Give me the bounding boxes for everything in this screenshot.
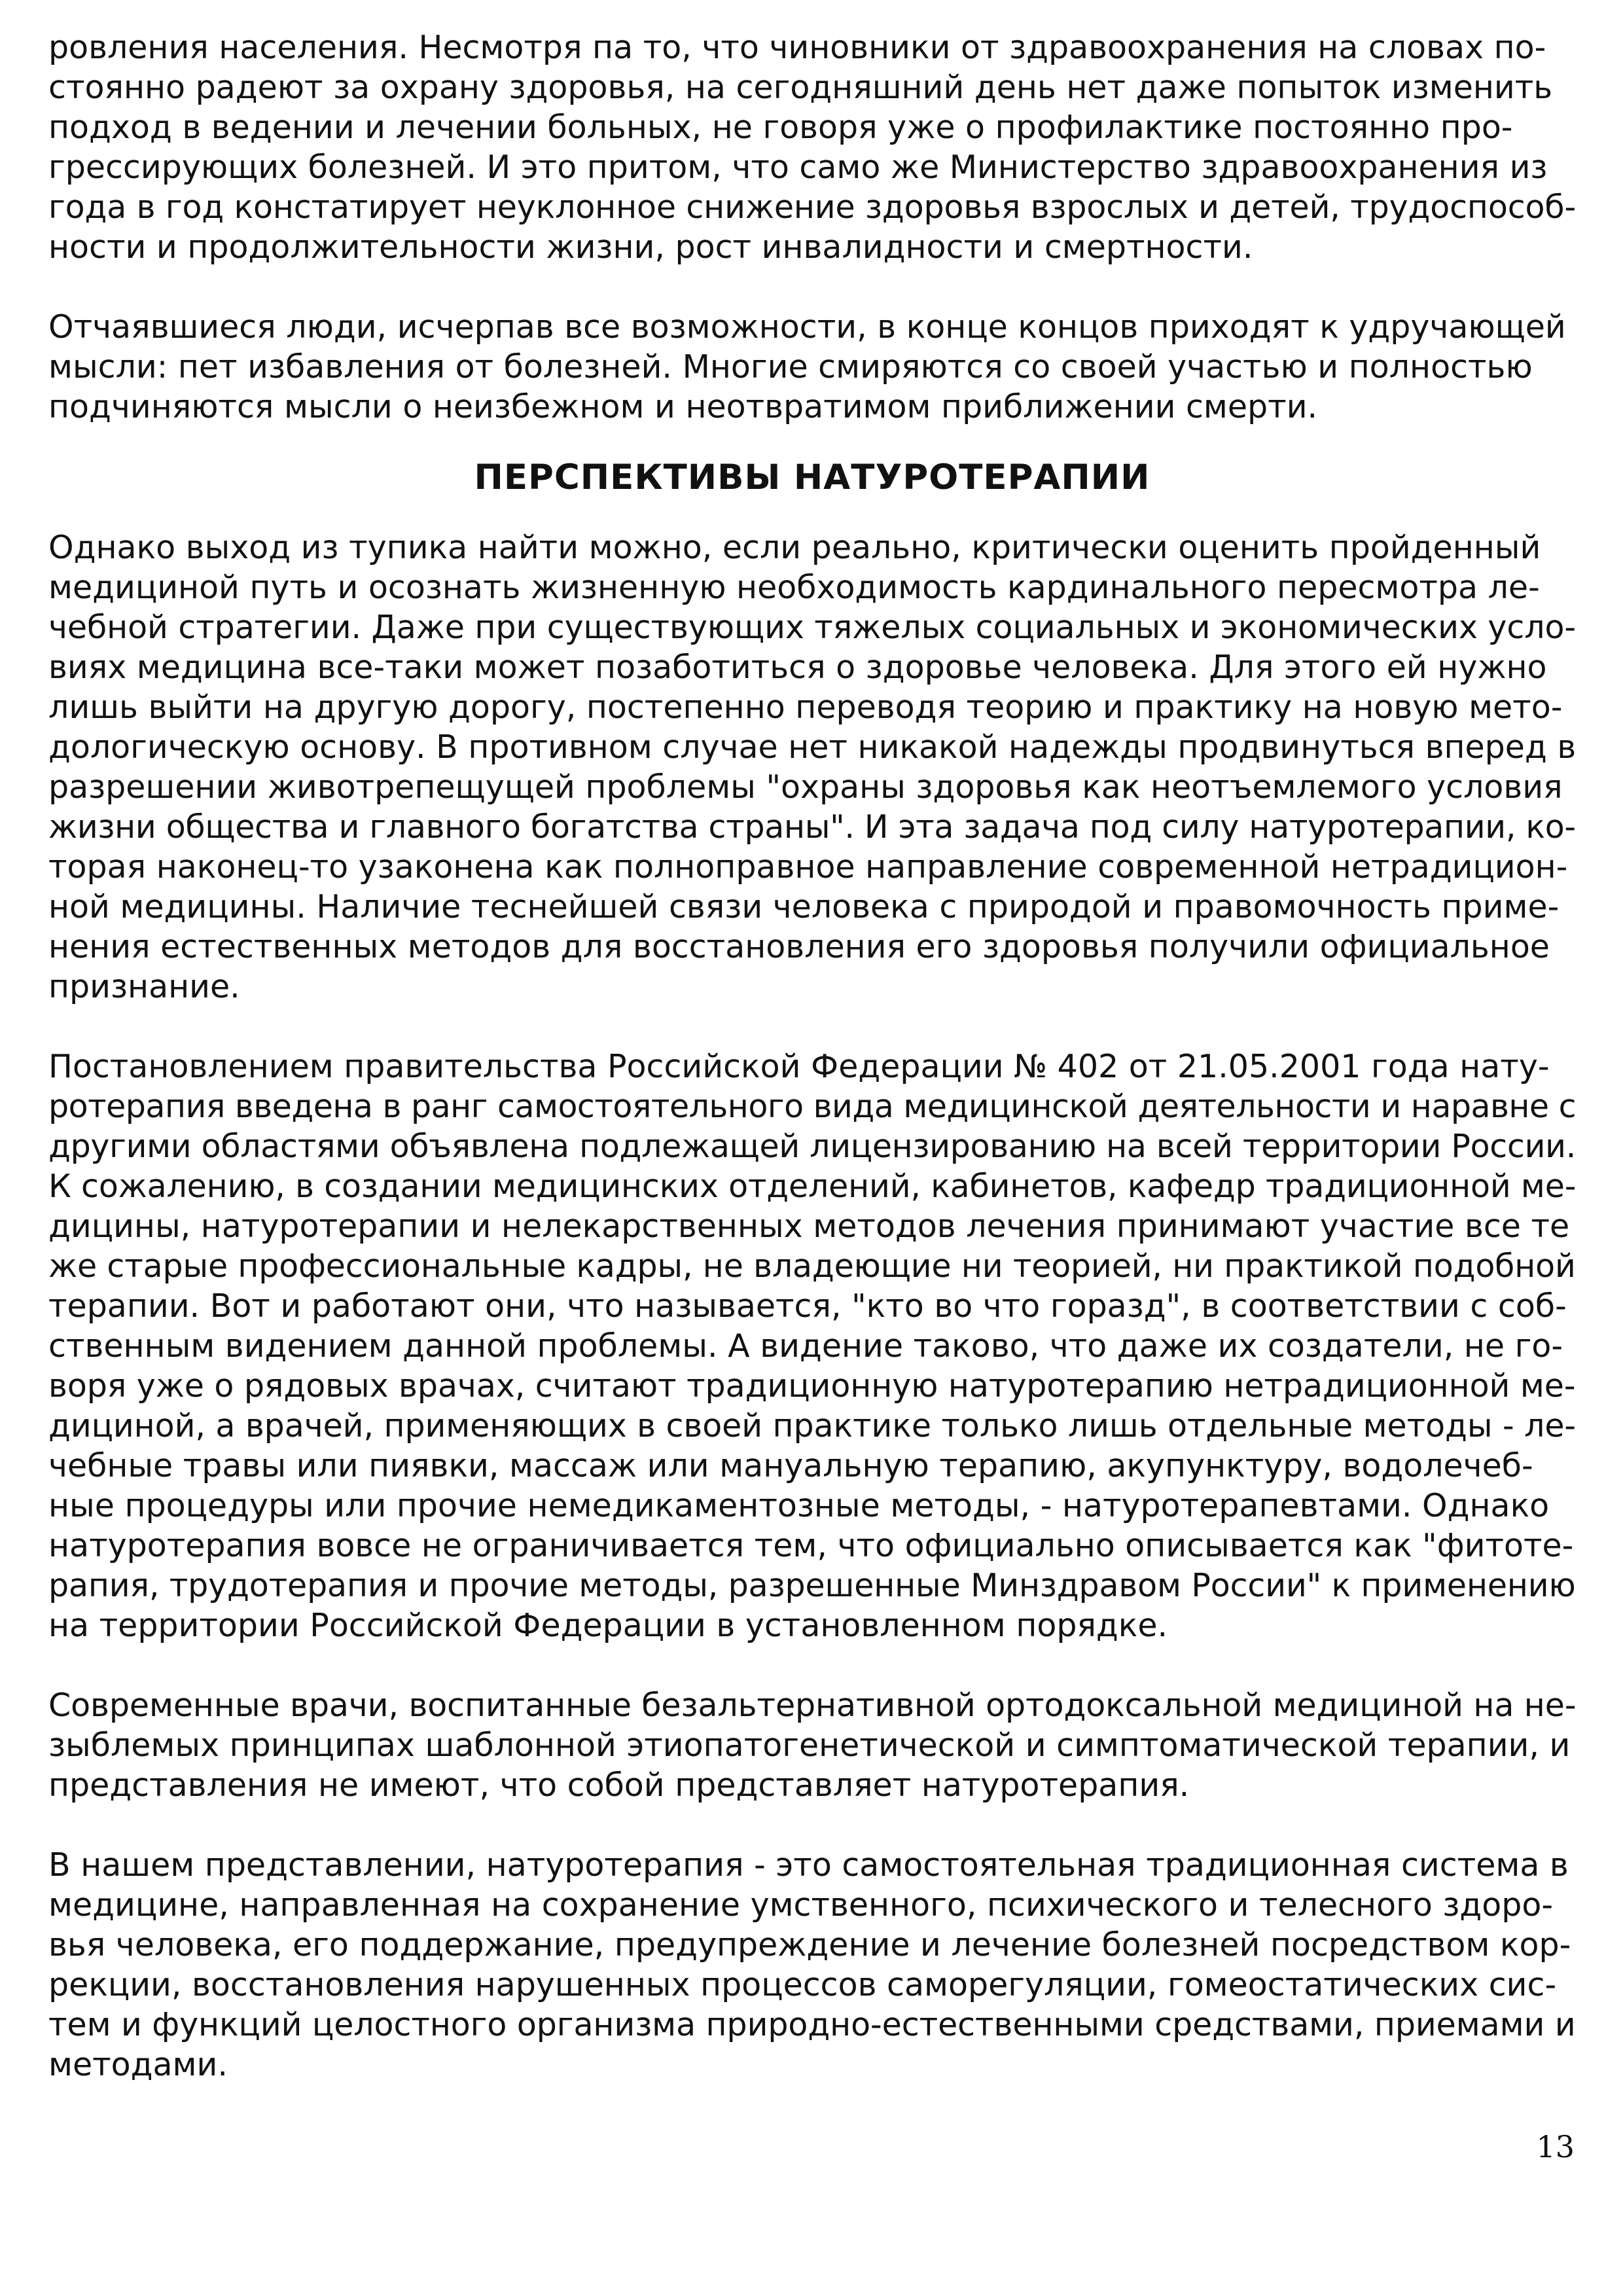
- paragraph-4: [48, 1047, 1576, 1645]
- text-line: дицины, натуротерапии и нелекарственных методов лечения принимают участие все те: [48, 1208, 1570, 1245]
- text-line: натуротерапия вовсе не ограничивается тем, что официально описывается как "фитоте-: [48, 1527, 1574, 1564]
- text-line: ности и продолжительности жизни, рост инвалидности и смертности.: [48, 228, 1253, 266]
- text-line: терапии. Вот и работают они, что называется, "кто во что горазд", в соответствии с соб-: [48, 1287, 1567, 1325]
- text-line: Современные врачи, воспитанные безальтернативной ортодоксальной медициной на не-: [48, 1687, 1577, 1724]
- text-line: мысли: пет избавления от болезней. Многие смиряются со своей участью и полностью: [48, 348, 1533, 386]
- text-line: ротерапия введена в ранг самостоятельного вида медицинской деятельности и наравне с: [48, 1088, 1577, 1125]
- text-line: года в год констатирует неуклонное снижение здоровья взрослых и детей, трудоспособ-: [48, 188, 1577, 226]
- text-line: Однако выход из тупика найти можно, если реально, критически оценить пройденный: [48, 529, 1541, 566]
- text-line: разрешении животрепещущей проблемы "охраны здоровья как неотъемлемого условия: [48, 768, 1563, 806]
- text-line: В нашем представлении, натуротерапия - это самостоятельная традиционная система в: [48, 1846, 1569, 1884]
- text-line: тем и функций целостного организма природно-естественными средствами, приемами и: [48, 2006, 1576, 2043]
- text-line: торая наконец-то узаконена как полноправное направление современной нетрадицион-: [48, 848, 1568, 886]
- paragraph-2: [48, 307, 1576, 427]
- text-line: представления не имеют, что собой представляет натуротерапия.: [48, 1767, 1190, 1804]
- text-line: грессирующих болезней. И это притом, что само же Министерство здравоохранения из: [48, 149, 1548, 186]
- text-line: на территории Российской Федерации в установленном порядке.: [48, 1607, 1168, 1644]
- text-line: чебной стратегии. Даже при существующих тяжелых социальных и экономических усло-: [48, 609, 1577, 646]
- text-line: дологическую основу. В противном случае нет никакой надежды продвинуться вперед в: [48, 728, 1577, 766]
- text-line: воря уже о рядовых врачах, считают традиционную натуротерапию нетрадиционной ме-: [48, 1367, 1576, 1405]
- text-line: Постановлением правительства Российской Федерации № 402 от 21.05.2001 года нату-: [48, 1048, 1550, 1085]
- paragraph-6: [48, 1845, 1576, 2085]
- text-line: другими областями объявлена подлежащей лицензированию на всей территории России.: [48, 1128, 1577, 1165]
- text-line: же старые профессиональные кадры, не владеющие ни теорией, ни практикой подобной: [48, 1247, 1576, 1285]
- paragraph-gap: [48, 267, 1576, 307]
- text-line: К сожалению, в создании медицинских отделений, кабинетов, кафедр традиционной ме-: [48, 1168, 1577, 1205]
- text-line: методами.: [48, 2046, 228, 2083]
- text-line: стоянно радеют за охрану здоровья, на сегодняшний день нет даже попыток изменить: [48, 69, 1553, 106]
- text-line: ные процедуры или прочие немедикаментозные методы, - натуротерапевтами. Однако: [48, 1487, 1550, 1524]
- text-line: вья человека, его поддержание, предупреждение и лечение болезней посредством кор-: [48, 1926, 1571, 1964]
- text-line: медицине, направленная на сохранение умственного, психического и телесного здоро-: [48, 1886, 1554, 1924]
- text-line: ной медицины. Наличие теснейшей связи человека с природой и правомочность приме-: [48, 888, 1560, 925]
- paragraph-1: [48, 27, 1576, 267]
- paragraph-gap: [48, 427, 1576, 453]
- text-line: подход в ведении и лечении больных, не говоря уже о профилактике постоянно про-: [48, 109, 1513, 146]
- text-line: жизни общества и главного богатства страны". И эта задача под силу натуротерапии, ко-: [48, 808, 1576, 846]
- text-line: рекции, восстановления нарушенных процессов саморегуляции, гомеостатических сис-: [48, 1966, 1557, 2003]
- text-line: зыблемых принципах шаблонной этиопатогенетической и симптоматической терапии, и: [48, 1727, 1571, 1764]
- text-line: лишь выйти на другую дорогу, постепенно переводя теорию и практику на новую мето-: [48, 689, 1563, 726]
- page-number: 13: [1536, 2129, 1575, 2164]
- text-line: подчиняются мысли о неизбежном и неотвратимом приближении смерти.: [48, 388, 1318, 425]
- text-line: признание.: [48, 968, 240, 1005]
- text-line: ственным видением данной проблемы. А видение таково, что даже их создатели, не го-: [48, 1327, 1563, 1365]
- text-line: ровления населения. Несмотря па то, что чиновники от здравоохранения на словах по-: [48, 29, 1546, 66]
- paragraph-gap: [48, 1645, 1576, 1685]
- text-line: виях медицина все-таки может позаботиться о здоровье человека. Для этого ей нужно: [48, 649, 1547, 686]
- paragraph-gap: [48, 1805, 1576, 1845]
- text-line: Отчаявшиеся люди, исчерпав все возможности, в конце концов приходят к удручающей: [48, 308, 1566, 346]
- section-heading: ПЕРСПЕКТИВЫ НАТУРОТЕРАПИИ: [474, 457, 1150, 497]
- paragraph-gap: [48, 1007, 1576, 1047]
- text-line: дициной, а врачей, применяющих в своей практике только лишь отдельные методы - ле-: [48, 1407, 1577, 1444]
- text-line: чебные травы или пиявки, массаж или мануальную терапию, акупунктуру, водолечеб-: [48, 1447, 1533, 1484]
- page-content: [48, 27, 1576, 2085]
- paragraph-gap: [48, 503, 1576, 528]
- text-line: медициной путь и осознать жизненную необходимость кардинального пересмотра ле-: [48, 569, 1540, 606]
- text-line: рапия, трудотерапия и прочие методы, разрешенные Минздравом России" к применению: [48, 1567, 1576, 1604]
- paragraph-3: [48, 528, 1576, 1007]
- paragraph-5: [48, 1685, 1576, 1805]
- text-line: нения естественных методов для восстановления его здоровья получили официальное: [48, 928, 1550, 965]
